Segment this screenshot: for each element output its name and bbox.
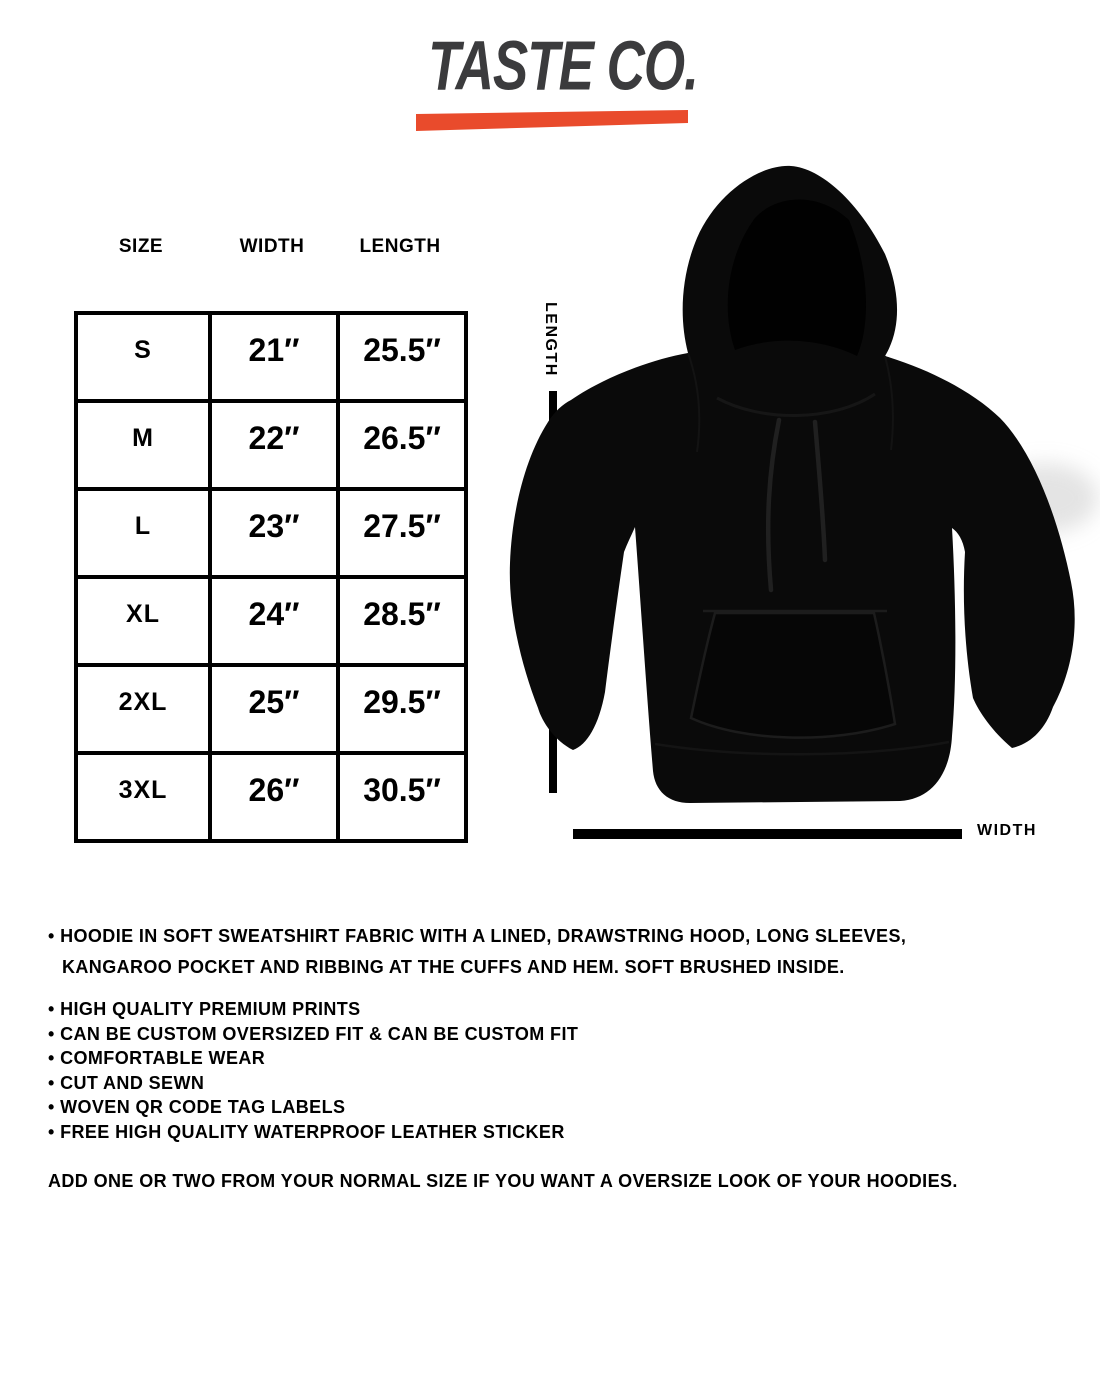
feature-item: • COMFORTABLE WEAR <box>48 1048 266 1068</box>
width-measure-bar <box>573 829 962 839</box>
feature-item: • FREE HIGH QUALITY WATERPROOF LEATHER STICKER <box>48 1121 565 1142</box>
hoodie-illustration <box>503 158 1085 806</box>
feature-item: • CAN BE CUSTOM OVERSIZED FIT & CAN BE CUSTOM FIT <box>48 1023 579 1044</box>
feature-list <box>48 997 1058 1144</box>
size-chart-headers <box>74 236 464 258</box>
swoosh-shape <box>416 110 688 131</box>
cell-length: 27.5″ <box>338 489 466 577</box>
cell-length: 26.5″ <box>338 401 466 489</box>
cell-length: 25.5″ <box>338 313 466 401</box>
brand-logo: TASTE CO. <box>428 27 698 106</box>
cell-size: XL <box>76 577 210 665</box>
cell-width: 26″ <box>210 753 338 841</box>
width-axis-label: WIDTH <box>977 822 1037 839</box>
table-row <box>76 401 466 489</box>
cell-length: 28.5″ <box>338 577 466 665</box>
column-header-width: WIDTH <box>239 236 305 257</box>
description-line: KANGAROO POCKET AND RIBBING AT THE CUFFS AND HEM. SOFT BRUSHED INSIDE. <box>62 957 845 977</box>
sizing-note: ADD ONE OR TWO FROM YOUR NORMAL SIZE IF YOU WANT A OVERSIZE LOOK OF YOUR HOODIES. <box>48 1171 958 1191</box>
feature-item: • WOVEN QR CODE TAG LABELS <box>48 1097 346 1117</box>
size-table <box>74 311 468 843</box>
length-axis-label: LENGTH <box>542 302 559 377</box>
cell-size: L <box>76 489 210 577</box>
cell-width: 23″ <box>210 489 338 577</box>
cell-length: 30.5″ <box>338 753 466 841</box>
cell-size: 3XL <box>76 753 210 841</box>
table-row <box>76 489 466 577</box>
table-row <box>76 577 466 665</box>
column-header-size: SIZE <box>118 236 164 257</box>
product-description <box>48 921 1058 983</box>
feature-item: • HIGH QUALITY PREMIUM PRINTS <box>48 999 361 1019</box>
table-row <box>76 753 466 841</box>
column-header-length: LENGTH <box>359 236 441 257</box>
cell-width: 24″ <box>210 577 338 665</box>
cell-size: S <box>76 313 210 401</box>
cell-size: 2XL <box>76 665 210 753</box>
cell-size: M <box>76 401 210 489</box>
cell-length: 29.5″ <box>338 665 466 753</box>
feature-item: • CUT AND SEWN <box>48 1072 205 1093</box>
kangaroo-pocket <box>691 613 895 738</box>
description-line: • HOODIE IN SOFT SWEATSHIRT FABRIC WITH A LINED, DRAWSTRING HOOD, LONG SLEEVES, <box>48 926 907 946</box>
cell-width: 21″ <box>210 313 338 401</box>
table-row <box>76 313 466 401</box>
cell-width: 22″ <box>210 401 338 489</box>
table-row <box>76 665 466 753</box>
cell-width: 25″ <box>210 665 338 753</box>
brand-underline-swoosh <box>416 110 688 132</box>
